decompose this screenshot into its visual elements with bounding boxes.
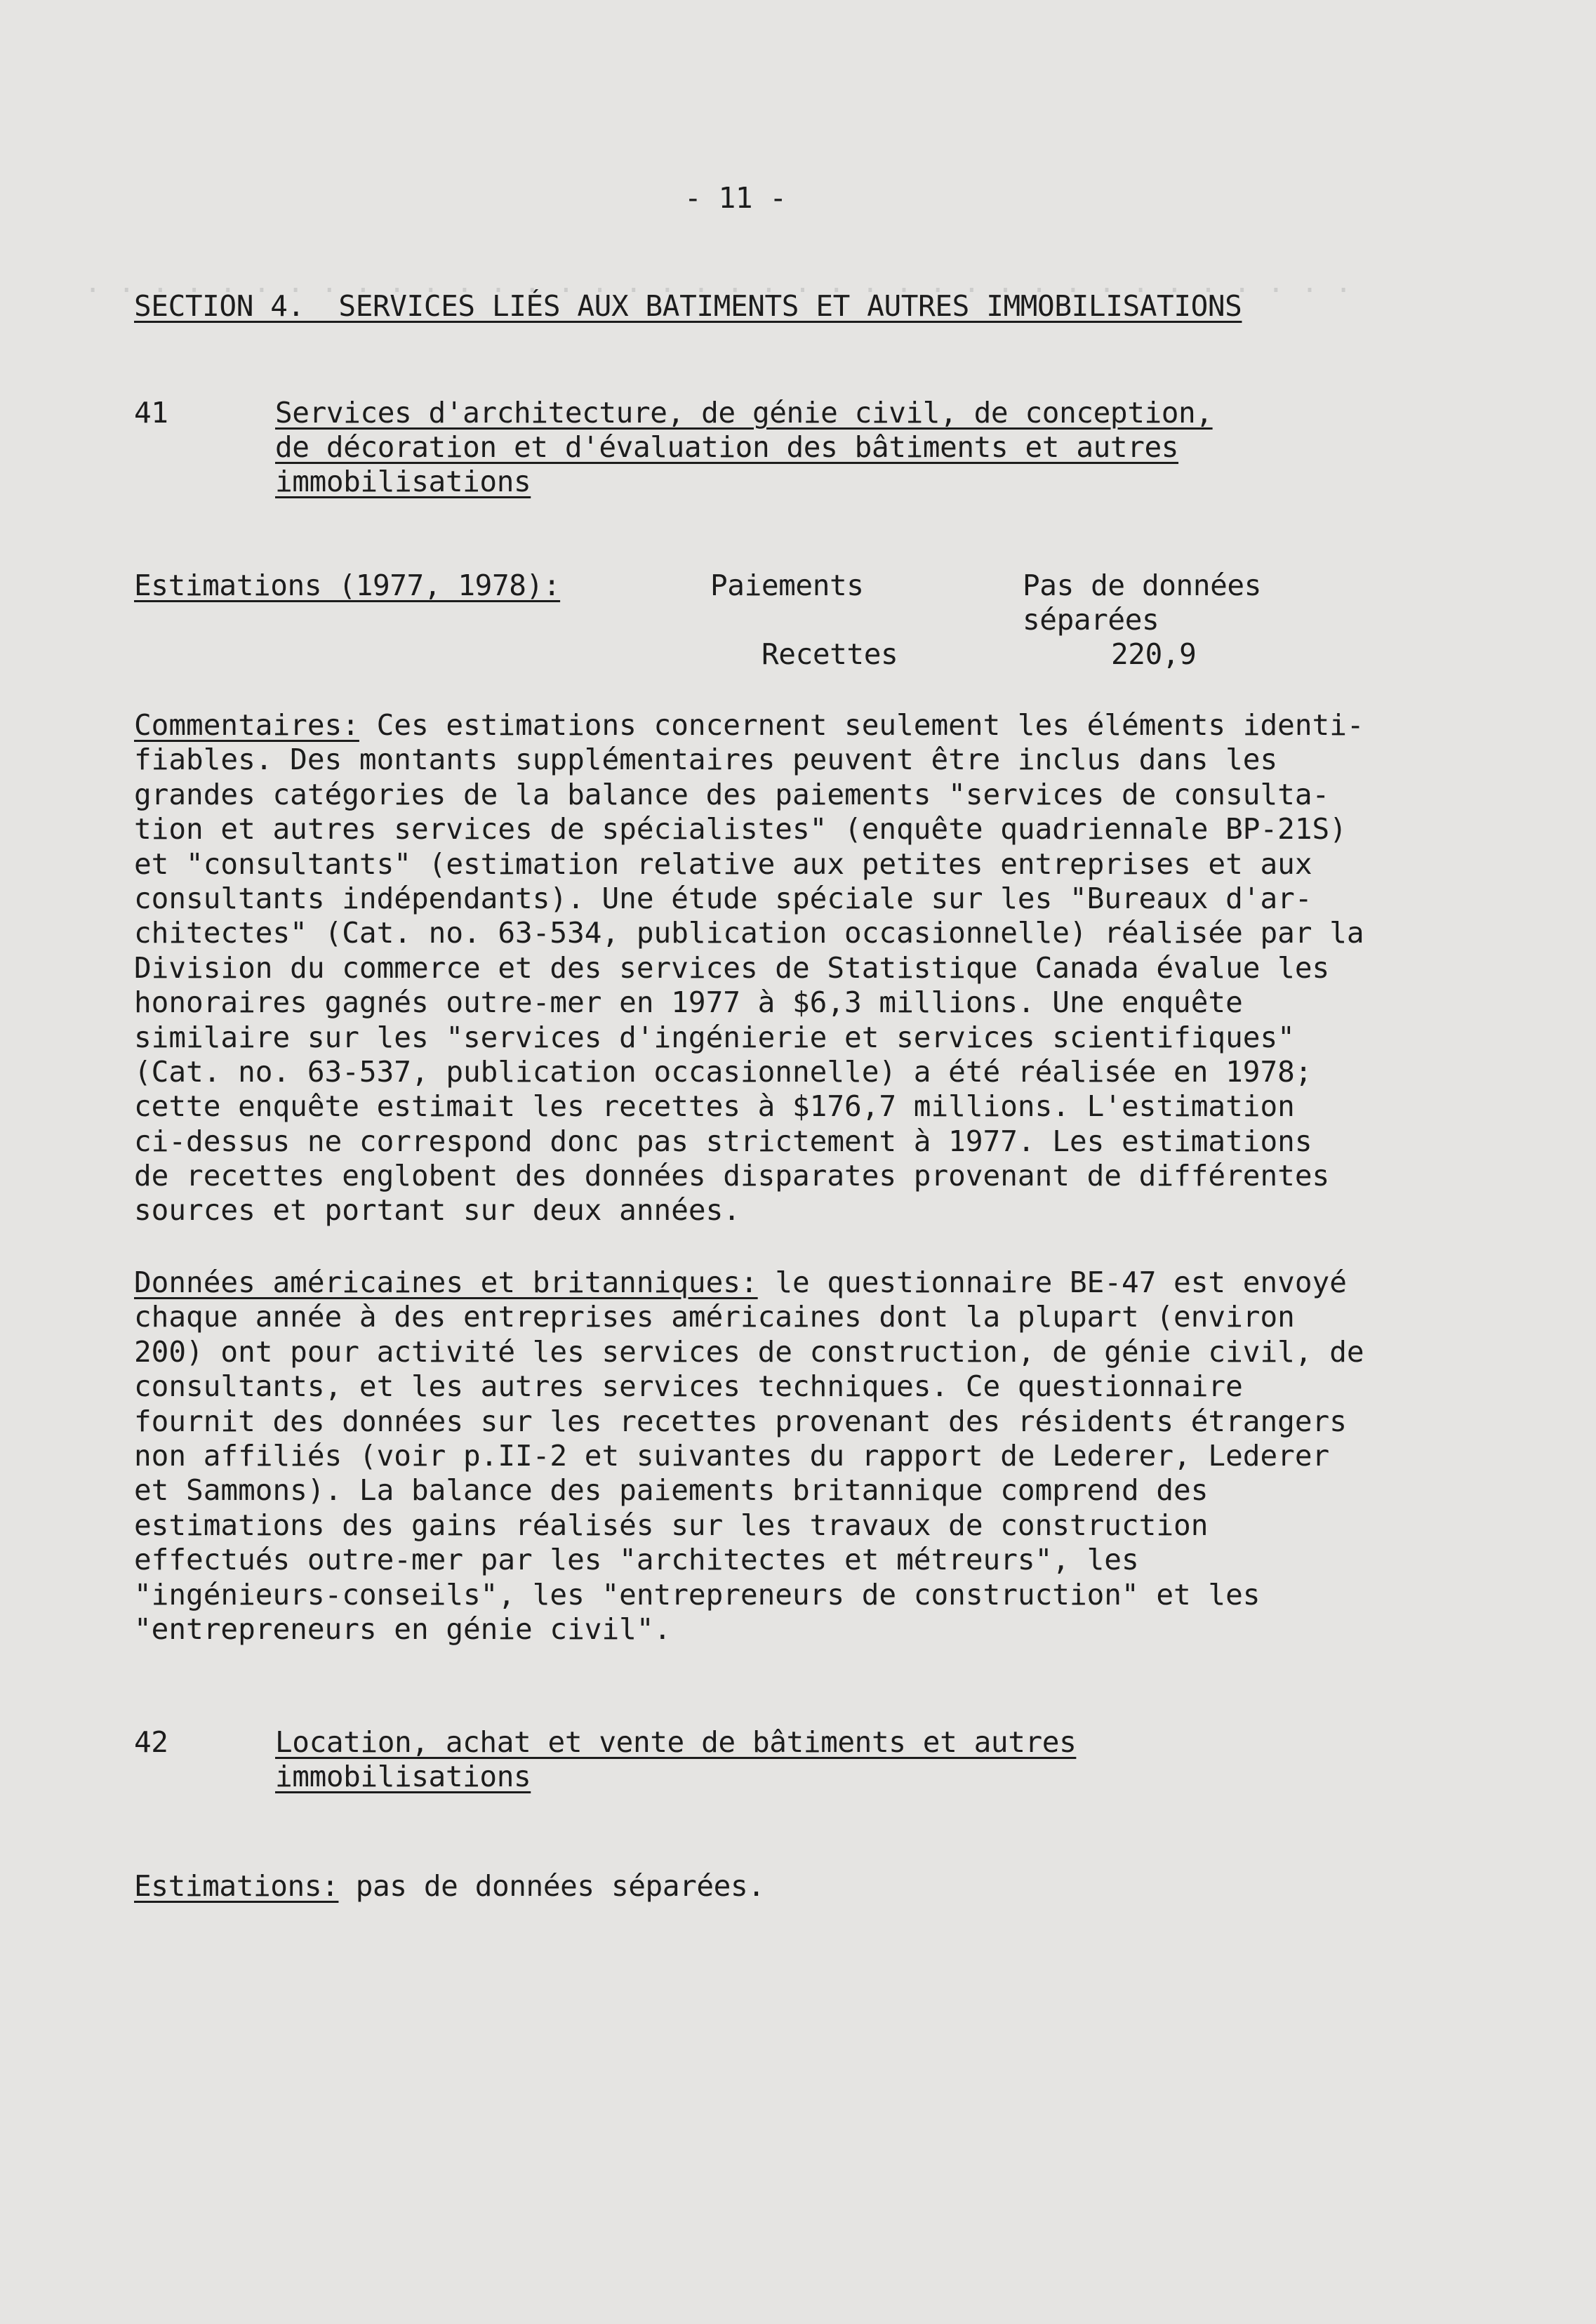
receipts-value: 220,9 (1111, 637, 1197, 671)
item-41-number: 41 (134, 396, 168, 430)
us-uk-line: "ingénieurs-conseils", les "entrepreneurs de construction" et les (134, 1577, 1261, 1612)
item-42-estimates (134, 1869, 765, 1904)
receipts-label: Recettes (762, 637, 898, 671)
comments-line: Division du commerce et des services de Statistique Canada évalue les (134, 950, 1330, 985)
comments-line: ci-dessus ne correspond donc pas strictement à 1977. Les estimations (134, 1124, 1312, 1158)
us-uk-line: "entrepreneurs en génie civil". (134, 1612, 672, 1646)
comments-line: de recettes englobent des données disparates provenant de différentes (134, 1159, 1330, 1193)
comments-line: fiables. Des montants supplémentaires peuvent être inclus dans les (134, 743, 1278, 777)
page-number: - 11 - (684, 181, 787, 215)
comments-line: cette enquête estimait les recettes à $176,7 millions. L'estimation (134, 1089, 1295, 1124)
us-uk-line: fournit des données sur les recettes provenant des résidents étrangers (134, 1404, 1347, 1438)
item-42-number: 42 (134, 1725, 168, 1759)
us-uk-line: consultants, et les autres services techniques. Ce questionnaire (134, 1369, 1243, 1404)
comments-line: sources et portant sur deux années. (134, 1193, 740, 1228)
us-uk-paragraph (134, 1266, 1397, 1647)
item-42-title-line-1: Location, achat et vente de bâtiments et autres (275, 1725, 1077, 1759)
us-uk-line: Données américaines et britanniques: le questionnaire BE-47 est envoyé (134, 1266, 1347, 1299)
payments-value-line-1: Pas de données (1023, 569, 1261, 602)
comments-line: similaire sur les "services d'ingénierie et services scientifiques" (134, 1020, 1295, 1054)
comments-paragraph (134, 708, 1397, 1228)
item-42-estimates-label: Estimations: (134, 1869, 339, 1903)
comments-label: Commentaires: (134, 708, 359, 742)
comments-line: tion et autres services de spécialistes" (enquête quadriennale BP-21S) (134, 812, 1347, 846)
us-uk-line: non affiliés (voir p.II-2 et suivantes du rapport de Lederer, Lederer (134, 1438, 1330, 1473)
us-uk-line: effectués outre-mer par les "architectes et métreurs", les (134, 1543, 1139, 1577)
item-42-title-line-2: immobilisations (275, 1760, 531, 1793)
payments-value-line-2: séparées (1023, 603, 1159, 637)
us-uk-line: 200) ont pour activité les services de construction, de génie civil, de (134, 1334, 1364, 1369)
comments-line: honoraires gagnés outre-mer en 1977 à $6,3 millions. Une enquête (134, 985, 1243, 1020)
item-41-title-line-2: de décoration et d'évaluation des bâtiments et autres (275, 430, 1179, 464)
payments-label: Paiements (710, 569, 864, 602)
comments-line: chitectes" (Cat. no. 63-534, publication occasionnelle) réalisée par la (134, 916, 1364, 950)
comments-line: consultants indépendants). Une étude spéciale sur les "Bureaux d'ar- (134, 881, 1312, 915)
bleed-through: . . . . . . . . . . . . . . . . . . . . . . . . . . . . . . . . . . . . . . (84, 267, 1352, 299)
comments-line: Commentaires: Ces estimations concernent seulement les éléments identi- (134, 708, 1364, 742)
us-uk-line: et Sammons). La balance des paiements britannique comprend des (134, 1473, 1209, 1508)
comments-line: (Cat. no. 63-537, publication occasionnelle) a été réalisée en 1978; (134, 1054, 1312, 1089)
us-uk-line: estimations des gains réalisés sur les travaux de construction (134, 1508, 1209, 1542)
item-42-estimates-text: pas de données séparées. (338, 1869, 765, 1903)
us-uk-line: chaque année à des entreprises américaines dont la plupart (environ (134, 1300, 1295, 1334)
comments-line: grandes catégories de la balance des paiements "services de consulta- (134, 777, 1330, 811)
us-uk-label: Données américaines et britanniques: (134, 1266, 758, 1299)
comments-line: et "consultants" (estimation relative aux petites entreprises et aux (134, 846, 1312, 881)
item-41-title-line-3: immobilisations (275, 465, 531, 498)
estimates-label: Estimations (1977, 1978): (134, 569, 561, 602)
item-41-title-line-1: Services d'architecture, de génie civil, de conception, (275, 396, 1213, 430)
section-heading: SECTION 4. SERVICES LIÉS AUX BATIMENTS ET AUTRES IMMOBILISATIONS (134, 289, 1242, 323)
